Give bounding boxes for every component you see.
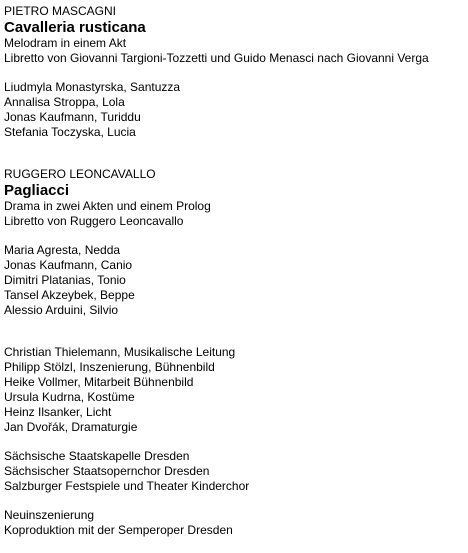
team-entry: Ursula Kudrna, Kostüme bbox=[4, 390, 135, 404]
cavalleria-composer: PIETRO MASCAGNI bbox=[4, 4, 117, 18]
cavalleria-libretto: Libretto von Giovanni Targioni-Tozzetti und Guido Menasci nach Giovanni Verga bbox=[4, 51, 429, 65]
pagliacci-libretto: Libretto von Ruggero Leoncavallo bbox=[4, 214, 184, 228]
production-section bbox=[4, 508, 466, 538]
cast-entry: Jonas Kaufmann, Canio bbox=[4, 258, 133, 272]
cavalleria-cast-list bbox=[4, 80, 466, 140]
team-entry: Jan Dvořák, Dramaturgie bbox=[4, 420, 138, 434]
cast-entry: Tansel Akzeybek, Beppe bbox=[4, 288, 135, 302]
cast-entry: Stefania Toczyska, Lucia bbox=[4, 125, 136, 139]
cavalleria-title: Cavalleria rusticana bbox=[4, 19, 146, 36]
cast-entry: Annalisa Stroppa, Lola bbox=[4, 95, 125, 109]
cast-entry: Liudmyla Monastyrska, Santuzza bbox=[4, 80, 181, 94]
cast-entry: Jonas Kaufmann, Turiddu bbox=[4, 110, 141, 124]
pagliacci-cast-list bbox=[4, 243, 466, 318]
team-entry: Heinz Ilsanker, Licht bbox=[4, 405, 112, 419]
cast-entry: Alessio Arduini, Silvio bbox=[4, 303, 119, 317]
team-entry: Christian Thielemann, Musikalische Leitung bbox=[4, 345, 236, 359]
coproduction-note: Koproduktion mit der Semperoper Dresden bbox=[4, 523, 233, 537]
pagliacci-composer: RUGGERO LEONCAVALLO bbox=[4, 167, 156, 181]
team-entry: Philipp Stölzl, Inszenierung, Bühnenbild bbox=[4, 360, 215, 374]
ensemble-entry: Sächsischer Staatsopernchor Dresden bbox=[4, 464, 210, 478]
creative-team-section bbox=[4, 345, 466, 435]
cast-entry: Dimitri Platanias, Tonio bbox=[4, 273, 126, 287]
team-entry: Heike Vollmer, Mitarbeit Bühnenbild bbox=[4, 375, 194, 389]
production-type: Neuinszenierung bbox=[4, 508, 95, 522]
cast-entry: Maria Agresta, Nedda bbox=[4, 243, 121, 257]
creative-team-list bbox=[4, 345, 466, 435]
pagliacci-section bbox=[4, 167, 466, 318]
ensemble-entry: Sächsische Staatskapelle Dresden bbox=[4, 449, 190, 463]
pagliacci-title: Pagliacci bbox=[4, 182, 70, 199]
pagliacci-subtitle: Drama in zwei Akten und einem Prolog bbox=[4, 199, 211, 213]
ensembles-section bbox=[4, 449, 466, 494]
ensembles-list bbox=[4, 449, 466, 494]
cavalleria-subtitle: Melodram in einem Akt bbox=[4, 36, 127, 50]
document-page bbox=[4, 4, 466, 538]
ensemble-entry: Salzburger Festspiele und Theater Kinderchor bbox=[4, 479, 250, 493]
cavalleria-section bbox=[4, 4, 466, 140]
